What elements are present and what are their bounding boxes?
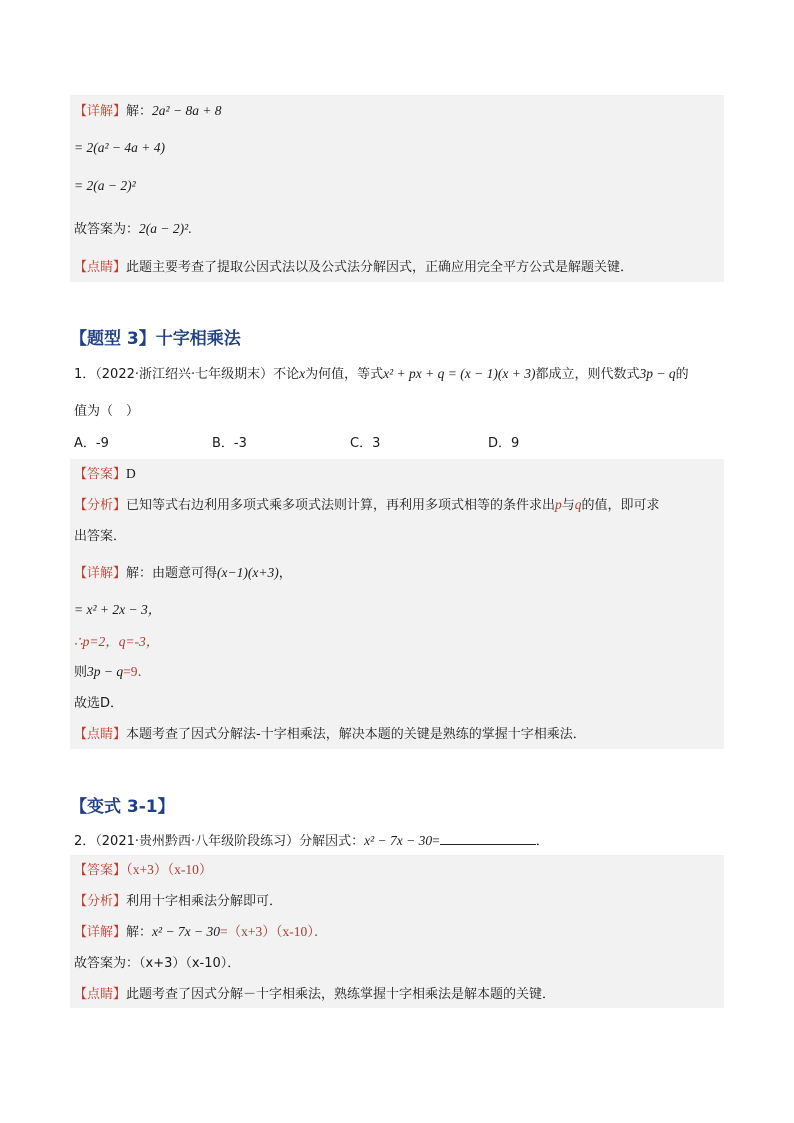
question-line: 2．（2021·贵州黔西·八年级阶段练习）分解因式：x² − 7x − 30= ． bbox=[70, 830, 724, 852]
option-d: D．9 bbox=[488, 436, 520, 451]
comment-line: 【点睛】此题考查了因式分解－十字相乘法，熟练掌握十字相乘法是解本题的关键． bbox=[74, 987, 556, 1002]
answer-line: 【答案】（x+3）（x-10） bbox=[74, 862, 213, 878]
step-line: = 2(a − 2)² bbox=[74, 178, 136, 193]
detail-tag: 【详解】 bbox=[74, 104, 127, 119]
step-line: = 2(a² − 4a + 4) bbox=[74, 140, 165, 155]
section-heading: 【变式 3-1】 bbox=[70, 797, 175, 817]
answer-line: 【答案】D bbox=[74, 466, 136, 482]
question-line: 1．（2022·浙江绍兴·七年级期末）不论x为何值，等式x² + px + q = (x − 1)(x + 3)都成立，则代数式3p − q的 bbox=[74, 366, 689, 382]
final-answer-line: 故答案为：2(a − 2)². bbox=[74, 221, 192, 237]
comment-line: 【点睛】本题考查了因式分解法-十字相乘法，解决本题的关键是熟练的掌握十字相乘法． bbox=[74, 727, 586, 742]
analysis-line: 出答案． bbox=[74, 529, 127, 544]
detail-line: 【详解】解：由题意可得(x−1)(x+3)， bbox=[74, 565, 292, 581]
analysis-line: 【分析】已知等式右边利用多项式乘多项式法则计算，再利用多项式相等的条件求出p与q的值，即可求 bbox=[74, 497, 660, 513]
final-answer-line: 故答案为：（x+3）（x-10）． bbox=[74, 956, 241, 971]
options-row bbox=[70, 433, 724, 454]
option-a: A．-9 bbox=[74, 436, 109, 451]
comment-tag: 【点睛】 bbox=[74, 260, 127, 275]
step-line: ∴p=2，q=-3， bbox=[74, 634, 160, 649]
step-line: 则3p − q=9． bbox=[74, 664, 152, 680]
question-line: 值为（ ） bbox=[74, 404, 140, 419]
analysis-line: 【分析】利用十字相乘法分解即可． bbox=[74, 894, 283, 909]
detail-line: 【详解】解：2a² − 8a + 8 bbox=[74, 103, 222, 119]
option-c: C．3 bbox=[350, 436, 381, 451]
answer-blank bbox=[440, 830, 536, 845]
detail-line: 【详解】解：x² − 7x − 30=（x+3）（x-10）． bbox=[74, 924, 328, 940]
comment-line: 【点睛】此题主要考查了提取公因式法以及公式法分解因式，正确应用完全平方公式是解题关键． bbox=[74, 260, 634, 275]
step-line: = x² + 2x − 3， bbox=[74, 602, 162, 617]
step-line: 故选D． bbox=[74, 696, 124, 711]
section-heading: 【题型 3】十字相乘法 bbox=[70, 329, 241, 349]
option-b: B．-3 bbox=[212, 436, 247, 451]
